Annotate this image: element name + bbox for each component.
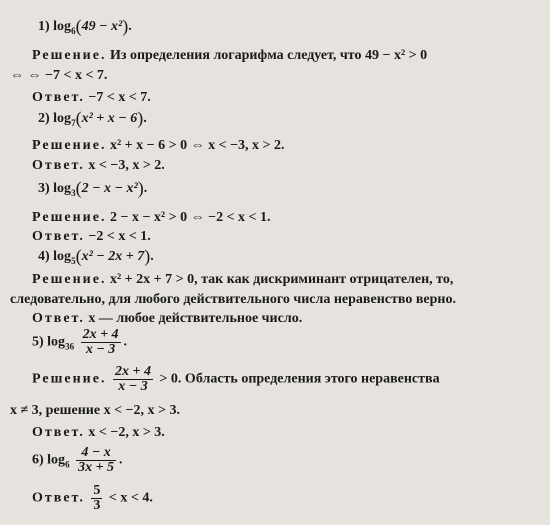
problem-5-fraction: $\frac{2x + 4}{x - 3}$ bbox=[82, 327, 119, 357]
problem-1-solution: Решение. Из определения логарифма следует, что 49 − x² > 0 bbox=[32, 48, 428, 63]
problem-5-answer: Ответ. x < −2, x > 3. bbox=[32, 425, 165, 440]
problem-3-answer: Ответ. −2 < x < 1. bbox=[32, 229, 151, 244]
problem-4-solution-cont: следовательно, для любого действительного числа неравенство верно. bbox=[10, 292, 456, 307]
problem-3-solution: Решение. 2 − x − x² > 0 ⇔ −2 < x < 1. bbox=[32, 210, 271, 225]
problem-2-answer: Ответ. x < −3, x > 2. bbox=[32, 158, 165, 173]
problem-6-heading: 6) $\log_6$ $\frac{4 - x}{3x + 5}$ . bbox=[32, 445, 123, 475]
problem-5-heading: 5) $\log_{36}$ $\frac{2x + 4}{x - 3}$ . bbox=[32, 327, 128, 357]
problem-2-heading: 2) $\log_7(x^2 + x - 6)$. bbox=[38, 108, 147, 128]
problem-1-heading: 1) $\log_6(49 - x^2)$. bbox=[38, 16, 132, 36]
problem-4-answer: Ответ. x — любое действительное число. bbox=[32, 311, 303, 326]
problem-5-solution-fraction: $\frac{2x + 4}{x - 3}$ bbox=[114, 364, 151, 394]
problem-5-solution-cont: x ≠ 3, решение x < −2, x > 3. bbox=[10, 403, 180, 418]
problem-5-solution: Решение. $\frac{2x + 4}{x - 3}$ > 0. Область определения этого неравенства bbox=[32, 364, 440, 394]
problem-1-answer: Ответ. −7 < x < 7. bbox=[32, 90, 151, 105]
problem-6-answer: Ответ. $\frac{5}{3}$ < x < 4. bbox=[32, 483, 153, 513]
problem-4-solution: Решение. x² + 2x + 7 > 0, так как дискриминант отрицателен, то, bbox=[32, 272, 454, 287]
problem-4-heading: 4) $\log_5(x^2 - 2x + 7)$. bbox=[38, 246, 154, 266]
problem-6-fraction: $\frac{4 - x}{3x + 5}$ bbox=[78, 445, 115, 475]
problem-6-answer-fraction: $\frac{5}{3}$ bbox=[93, 483, 101, 513]
problem-2-solution: Решение. x² + x − 6 > 0 ⇔ x < −3, x > 2. bbox=[32, 138, 285, 153]
problem-1-solution-cont: ⇔ ⇔ −7 < x < 7. bbox=[10, 68, 108, 83]
problem-3-heading: 3) $\log_3(2 - x - x^2)$. bbox=[38, 178, 148, 198]
